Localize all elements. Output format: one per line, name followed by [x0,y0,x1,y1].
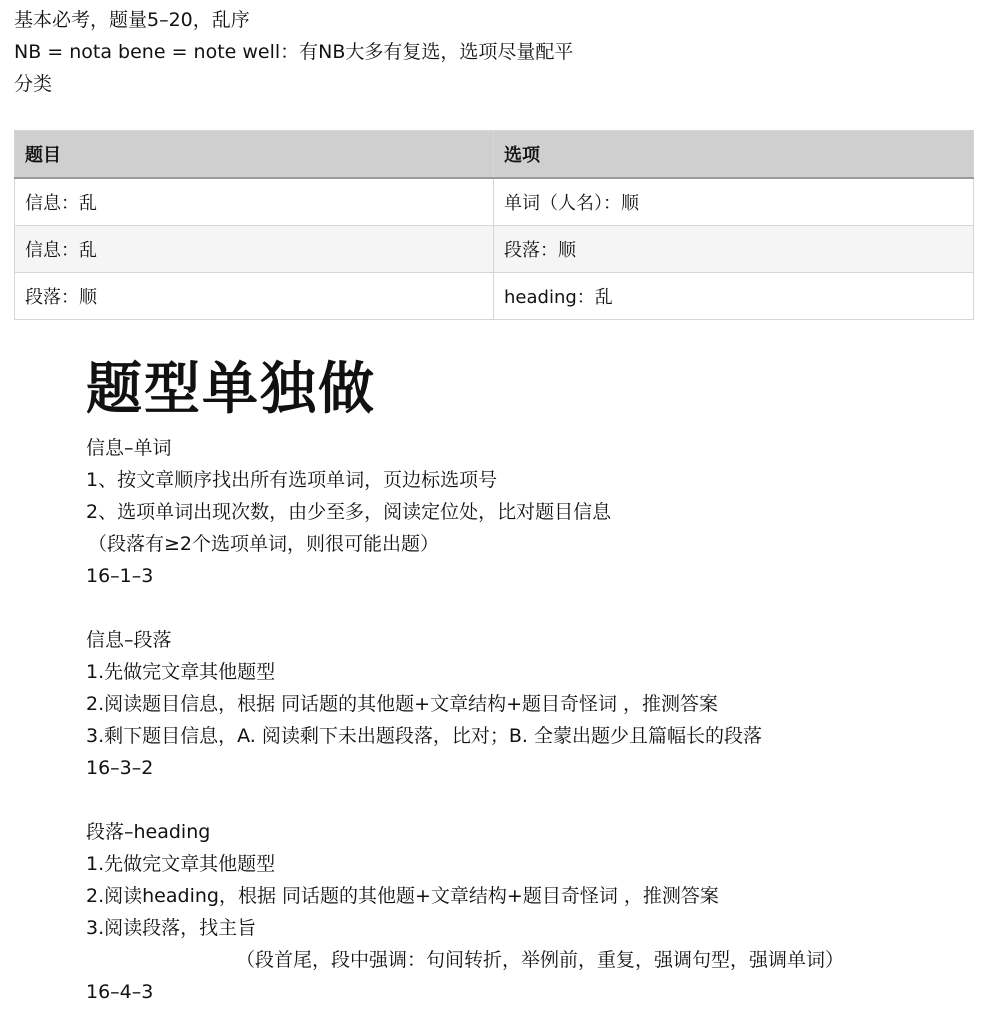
table-row [15,178,974,226]
step-line: 2.阅读题目信息，根据 同话题的其他题+文章结构+题目奇怪词 ，推测答案 [86,693,719,715]
table-cell: 信息：乱 [15,226,494,273]
step-line: 2、选项单词出现次数，由少至多，阅读定位处，比对题目信息 [86,501,612,523]
group-title: 信息–单词 [86,437,172,459]
step-line: 3.剩下题目信息，A. 阅读剩下未出题段落，比对；B. 全蒙出题少且篇幅长的段落 [86,725,762,747]
reference-code: 16–4–3 [86,981,154,1003]
table-cell: 段落：顺 [15,273,494,320]
reference-code: 16–3–2 [86,757,154,779]
table-cell: 段落：顺 [494,226,974,273]
group-title: 信息–段落 [86,629,172,651]
group-info-word [86,432,966,592]
spacer [86,592,966,624]
intro-line-2: NB = nota bene = note well：有NB大多有复选，选项尽量配平 [14,41,574,63]
table-header-question: 题目 [15,131,494,179]
table-row [15,273,974,320]
step-line: 3.阅读段落，找主旨 [86,917,257,939]
intro-line-1: 基本必考，题量5–20，乱序 [14,9,250,31]
intro-notes [14,4,974,100]
spacer [86,784,966,816]
step-line: 1.先做完文章其他题型 [86,853,276,875]
strategy-section [86,352,966,1008]
reference-code: 16–1–3 [86,565,154,587]
table-cell: heading：乱 [494,273,974,320]
table-cell: 单词（人名）：顺 [494,178,974,226]
table-header-row [15,131,974,179]
step-line: 1.先做完文章其他题型 [86,661,276,683]
note-line: （段落有≥2个选项单词，则很可能出题） [88,533,440,555]
group-paragraph-heading [86,816,966,1008]
step-line: 1、按文章顺序找出所有选项单词，页边标选项号 [86,469,498,491]
intro-line-3: 分类 [14,73,53,95]
table-cell: 信息：乱 [15,178,494,226]
step-line: 2.阅读heading，根据 同话题的其他题+文章结构+题目奇怪词 ，推测答案 [86,885,719,907]
group-title: 段落–heading [86,821,211,843]
table-header-options: 选项 [494,131,974,179]
table-row [15,226,974,273]
group-info-paragraph [86,624,966,784]
section-heading: 题型单独做 [86,357,376,422]
classification-table [14,130,974,320]
note-line: （段首尾，段中强调：句间转折，举例前，重复，强调句型，强调单词） [236,949,845,971]
